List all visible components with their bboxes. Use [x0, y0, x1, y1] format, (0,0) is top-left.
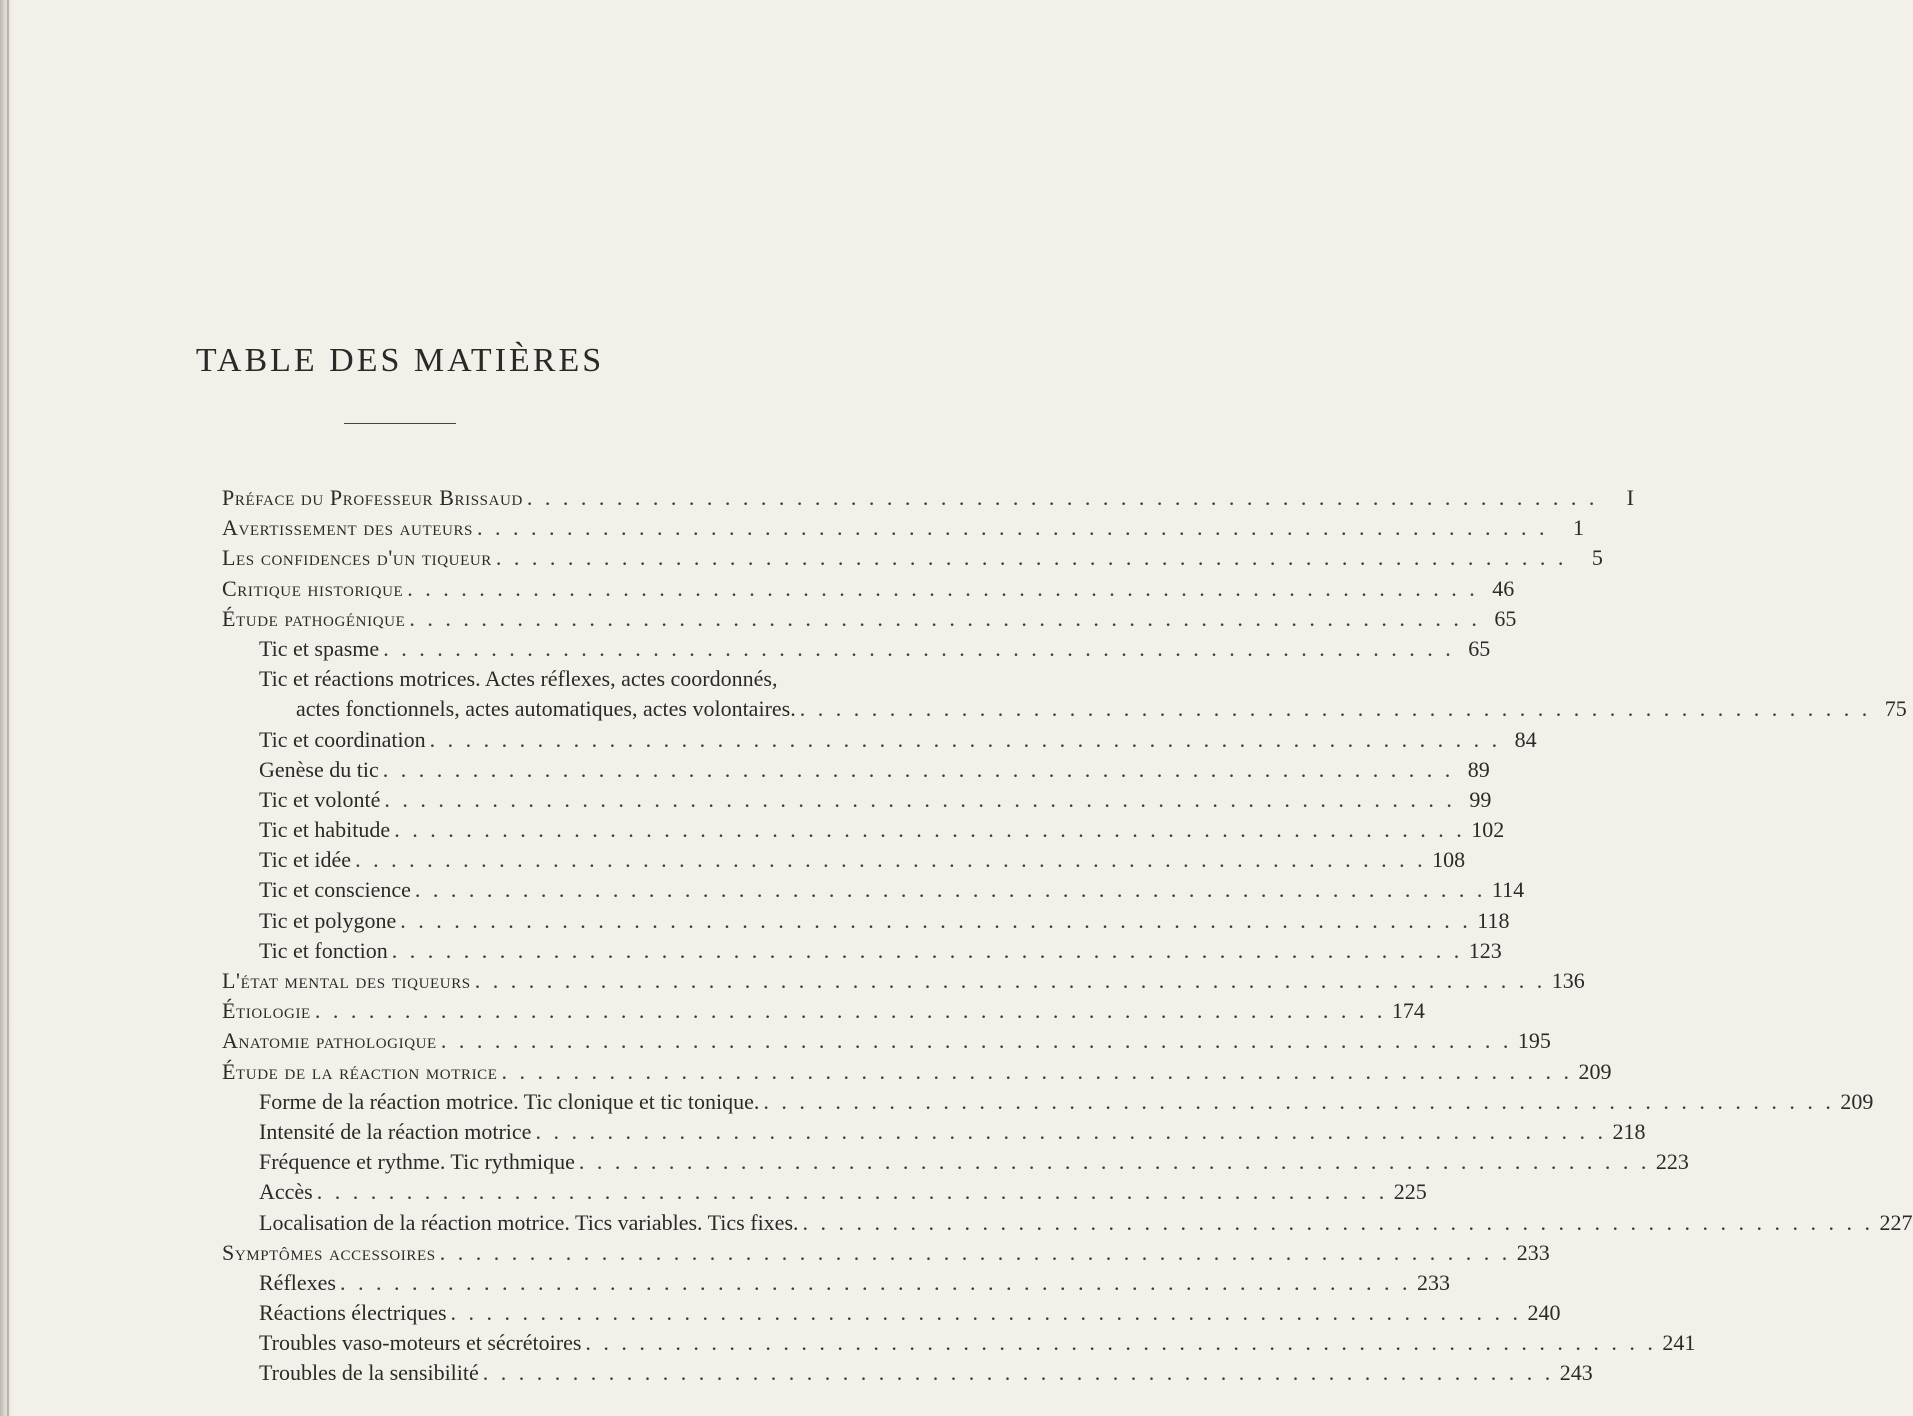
- dot-leader: . . . . . . . . . . . . . . . . . . . . . . . . . . . . . . . . . . . . . . . . . . . . . . . . . . . . . . . . . . . .: [384, 786, 1456, 812]
- toc-subsection-entry: [222, 875, 1525, 905]
- toc-entry-label: Symptômes accessoires: [222, 1239, 436, 1265]
- toc-page-number: 209: [1840, 1088, 1874, 1114]
- dot-leader: . . . . . . . . . . . . . . . . . . . . . . . . . . . . . . . . . . . . . . . . . . . . . . . . . . . . . . . . . . . .: [440, 1028, 1512, 1054]
- dot-leader: . . . . . . . . . . . . . . . . . . . . . . . . . . . . . . . . . . . . . . . . . . . . . . . . . . . . . . . . . . . .: [495, 545, 1567, 571]
- toc-page-number: 5: [1591, 545, 1603, 571]
- toc-page-number: 243: [1559, 1360, 1593, 1386]
- toc-entry-label: Genèse du tic: [259, 756, 379, 782]
- toc-page-number: 227: [1879, 1209, 1913, 1235]
- toc-section-entry: [222, 574, 1515, 604]
- toc-section-entry: [222, 513, 1584, 543]
- title-rule: [344, 423, 456, 424]
- table-of-contents: [222, 483, 1913, 1389]
- dot-leader: . . . . . . . . . . . . . . . . . . . . . . . . . . . . . . . . . . . . . . . . . . . . . . . . . . . . . . . . . . . .: [382, 756, 1454, 782]
- toc-section-entry: [222, 483, 1634, 513]
- dot-leader: . . . . . . . . . . . . . . . . . . . . . . . . . . . . . . . . . . . . . . . . . . . . . . . . . . . . . . . . . . . .: [429, 726, 1501, 752]
- toc-page-number: 114: [1491, 877, 1525, 903]
- toc-entry-label: Forme de la réaction motrice. Tic clonique et tic tonique.: [259, 1088, 760, 1114]
- dot-leader: . . . . . . . . . . . . . . . . . . . . . . . . . . . . . . . . . . . . . . . . . . . . . . . . . . . . . . . . . . . .: [316, 1179, 1388, 1205]
- toc-subsection-entry: [222, 1328, 1696, 1358]
- toc-page-number: 225: [1393, 1179, 1427, 1205]
- toc-entry-label: Avertissement des auteurs: [222, 515, 473, 541]
- toc-section-entry: [222, 996, 1425, 1026]
- toc-entry-label: Fréquence et rythme. Tic rythmique: [259, 1149, 575, 1175]
- toc-subsection-entry: [222, 906, 1510, 936]
- binding-edge: [7, 0, 9, 1416]
- toc-entry-label: Tic et polygone: [259, 907, 397, 933]
- toc-subsection-entry: [222, 1298, 1561, 1328]
- toc-page-number: 123: [1468, 937, 1502, 963]
- toc-page-number: 102: [1471, 817, 1505, 843]
- toc-entry-label: Tic et réactions motrices. Actes réflexes, actes coordonnés,: [259, 666, 778, 692]
- toc-subsection-entry: [222, 845, 1466, 875]
- toc-subsection-entry: [222, 725, 1537, 755]
- dot-leader: . . . . . . . . . . . . . . . . . . . . . . . . . . . . . . . . . . . . . . . . . . . . . . . . . . . . . . . . . . . .: [314, 998, 1386, 1024]
- dot-leader: . . . . . . . . . . . . . . . . . . . . . . . . . . . . . . . . . . . . . . . . . . . . . . . . . . . . . . . . . . . .: [439, 1239, 1511, 1265]
- dot-leader: . . . . . . . . . . . . . . . . . . . . . . . . . . . . . . . . . . . . . . . . . . . . . . . . . . . . . . . . . . . .: [477, 515, 1548, 541]
- toc-entry-label: Étude pathogénique: [222, 605, 406, 631]
- toc-subsection-entry: [222, 936, 1502, 966]
- dot-leader: . . . . . . . . . . . . . . . . . . . . . . . . . . . . . . . . . . . . . . . . . . . . . . . . . . . . . . . . . . . .: [474, 968, 1546, 993]
- toc-entry-label: Accès: [259, 1179, 313, 1205]
- toc-page-number: 118: [1477, 907, 1510, 933]
- toc-entry-label: Critique historique: [222, 575, 404, 601]
- toc-page-number: 108: [1432, 847, 1466, 873]
- dot-leader: . . . . . . . . . . . . . . . . . . . . . . . . . . . . . . . . . . . . . . . . . . . . . . . . . . . . . . . . . . . .: [585, 1330, 1657, 1356]
- toc-entry-label: Réactions électriques: [259, 1300, 447, 1326]
- dot-leader: . . . . . . . . . . . . . . . . . . . . . . . . . . . . . . . . . . . . . . . . . . . . . . . . . . . . . . . . . . . .: [409, 605, 1481, 631]
- toc-page-number: 174: [1391, 998, 1425, 1024]
- toc-page-number: 1: [1573, 515, 1584, 541]
- toc-page-number: 240: [1527, 1300, 1561, 1326]
- toc-entry-label: Troubles vaso-moteurs et sécrétoires: [259, 1330, 582, 1356]
- toc-subsection-entry: [222, 664, 1907, 724]
- toc-page-number: 136: [1551, 968, 1585, 993]
- toc-subsection-entry: [222, 1208, 1913, 1238]
- toc-page-number: 223: [1655, 1149, 1689, 1175]
- toc-page-number: 233: [1516, 1239, 1550, 1265]
- toc-page-number: 65: [1494, 605, 1517, 631]
- dot-leader: . . . . . . . . . . . . . . . . . . . . . . . . . . . . . . . . . . . . . . . . . . . . . . . . . . . . . . . . . . . .: [450, 1300, 1522, 1326]
- toc-page-number: 84: [1514, 726, 1537, 752]
- toc-page-number: 209: [1578, 1058, 1612, 1084]
- dot-leader: . . . . . . . . . . . . . . . . . . . . . . . . . . . . . . . . . . . . . . . . . . . . . . . . . . . . . . . . . . . .: [407, 575, 1479, 601]
- dot-leader: . . . . . . . . . . . . . . . . . . . . . . . . . . . . . . . . . . . . . . . . . . . . . . . . . . . . . . . . . . . .: [394, 817, 1466, 843]
- toc-section-entry: [222, 1057, 1612, 1087]
- toc-entry-label: Tic et fonction: [259, 937, 388, 963]
- toc-page-number: 241: [1662, 1330, 1696, 1356]
- toc-subsection-entry: [222, 1117, 1646, 1147]
- toc-subsection-entry: [222, 1087, 1874, 1117]
- toc-entry-label: Les confidences d'un tiqueur: [222, 545, 492, 571]
- toc-subsection-entry: [222, 785, 1492, 815]
- toc-section-entry: [222, 543, 1603, 573]
- toc-subsection-entry: [222, 634, 1491, 664]
- dot-leader: . . . . . . . . . . . . . . . . . . . . . . . . . . . . . . . . . . . . . . . . . . . . . . . . . . . . . . . . . . . .: [535, 1118, 1607, 1144]
- toc-entry-label: Tic et idée: [259, 847, 352, 873]
- toc-section-entry: [222, 604, 1517, 634]
- toc-page-number: 75: [1884, 696, 1907, 722]
- toc-page-number: 89: [1467, 756, 1490, 782]
- toc-entry-label-continuation: actes fonctionnels, actes automatiques, actes volontaires.: [296, 696, 796, 722]
- dot-leader: . . . . . . . . . . . . . . . . . . . . . . . . . . . . . . . . . . . . . . . . . . . . . . . . . . . . . . . . . . . .: [400, 907, 1472, 933]
- toc-subsection-entry: [222, 1268, 1450, 1298]
- dot-leader: . . . . . . . . . . . . . . . . . . . . . . . . . . . . . . . . . . . . . . . . . . . . . . . . . . . . . . . . . . . .: [501, 1058, 1573, 1084]
- dot-leader: . . . . . . . . . . . . . . . . . . . . . . . . . . . . . . . . . . . . . . . . . . . . . . . . . . . . . . . . . . . .: [391, 937, 1463, 963]
- toc-page-number: 65: [1468, 635, 1491, 661]
- toc-entry-label: Tic et coordination: [259, 726, 426, 752]
- toc-subsection-entry: [222, 1358, 1593, 1388]
- dot-leader: . . . . . . . . . . . . . . . . . . . . . . . . . . . . . . . . . . . . . . . . . . . . . . . . . . . . . . . . . . . .: [799, 696, 1871, 722]
- dot-leader: . . . . . . . . . . . . . . . . . . . . . . . . . . . . . . . . . . . . . . . . . . . . . . . . . . . . . . . . . . . .: [383, 635, 1455, 661]
- toc-entry-label: Troubles de la sensibilité: [259, 1360, 479, 1386]
- toc-entry-label: Intensité de la réaction motrice: [259, 1118, 532, 1144]
- dot-leader: . . . . . . . . . . . . . . . . . . . . . . . . . . . . . . . . . . . . . . . . . . . . . . . . . . . . . . . . . . . .: [414, 877, 1486, 903]
- toc-entry-label: Étude de la réaction motrice: [222, 1058, 498, 1084]
- toc-entry-label: Tic et habitude: [259, 817, 391, 843]
- toc-entry-label: Tic et volonté: [259, 786, 381, 812]
- toc-entry-label: Étiologie: [222, 998, 311, 1024]
- toc-entry-label: Préface du Professeur Brissaud: [222, 485, 523, 510]
- dot-leader: . . . . . . . . . . . . . . . . . . . . . . . . . . . . . . . . . . . . . . . . . . . . . . . . . . . . . . . . . . . .: [355, 847, 1427, 873]
- toc-entry-label: Tic et conscience: [259, 877, 411, 903]
- toc-entry-label: Tic et spasme: [259, 635, 380, 661]
- dot-leader: . . . . . . . . . . . . . . . . . . . . . . . . . . . . . . . . . . . . . . . . . . . . . . . . . . . . . . . . . . . .: [339, 1269, 1411, 1295]
- dot-leader: . . . . . . . . . . . . . . . . . . . . . . . . . . . . . . . . . . . . . . . . . . . . . . . . . . . . . . . . . . . .: [802, 1209, 1874, 1235]
- page-title: TABLE DES MATIÈRES: [195, 342, 605, 379]
- dot-leader: . . . . . . . . . . . . . . . . . . . . . . . . . . . . . . . . . . . . . . . . . . . . . . . . . . . . . . . . . . . .: [526, 485, 1598, 510]
- toc-entry-label: L'état mental des tiqueurs: [222, 968, 471, 993]
- dot-leader: . . . . . . . . . . . . . . . . . . . . . . . . . . . . . . . . . . . . . . . . . . . . . . . . . . . . . . . . . . . .: [482, 1360, 1554, 1386]
- dot-leader: . . . . . . . . . . . . . . . . . . . . . . . . . . . . . . . . . . . . . . . . . . . . . . . . . . . . . . . . . . . .: [763, 1088, 1835, 1114]
- toc-page-number: 195: [1517, 1028, 1551, 1054]
- toc-page-number: 233: [1416, 1269, 1450, 1295]
- toc-subsection-entry: [222, 1147, 1689, 1177]
- toc-entry-label: Localisation de la réaction motrice. Tics variables. Tics fixes.: [259, 1209, 799, 1235]
- toc-subsection-entry: [222, 755, 1490, 785]
- toc-page-number: 99: [1469, 786, 1492, 812]
- toc-entry-label: Anatomie pathologique: [222, 1028, 437, 1054]
- toc-section-entry: [222, 966, 1585, 996]
- toc-subsection-entry: [222, 815, 1505, 845]
- dot-leader: . . . . . . . . . . . . . . . . . . . . . . . . . . . . . . . . . . . . . . . . . . . . . . . . . . . . . . . . . . . .: [578, 1149, 1650, 1175]
- toc-section-entry: [222, 1238, 1550, 1268]
- toc-entry-label: Réflexes: [259, 1269, 336, 1295]
- toc-page-number: 46: [1492, 575, 1515, 601]
- toc-page-number: 218: [1612, 1118, 1646, 1144]
- toc-section-entry: [222, 1026, 1551, 1056]
- toc-page-number: I: [1626, 485, 1634, 510]
- toc-subsection-entry: [222, 1177, 1427, 1207]
